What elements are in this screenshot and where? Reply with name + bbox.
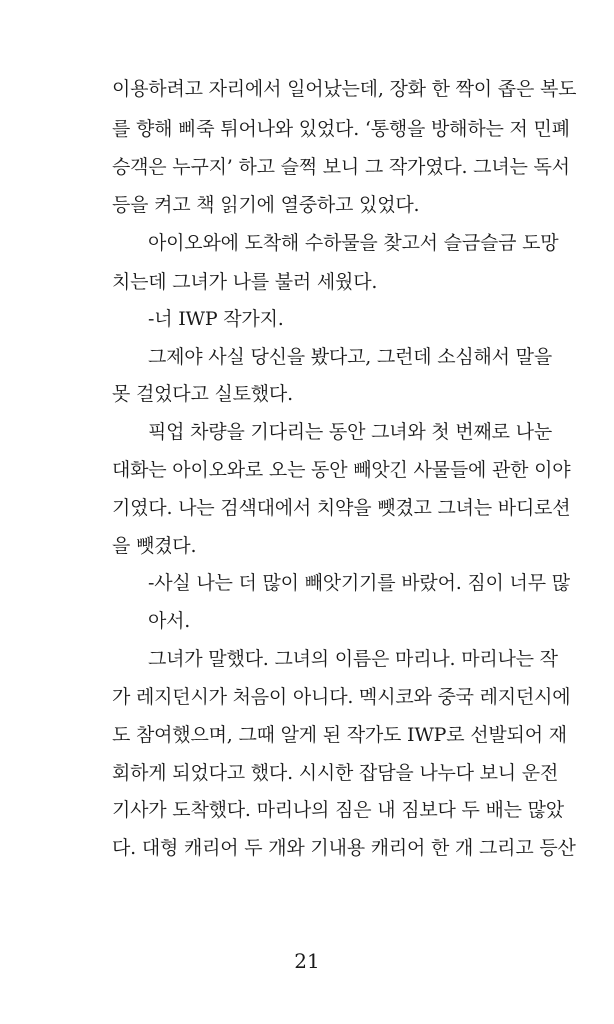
text-line: 을 뺏겼다. [112, 535, 197, 557]
text-line: 가 레지던시가 처음이 아니다. 멕시코와 중국 레지던시에 [112, 686, 571, 708]
text-line: 기였다. 나는 검색대에서 치약을 뺏겼고 그녀는 바디로션 [112, 497, 571, 519]
text-line: 기사가 도착했다. 마리나의 짐은 내 짐보다 두 배는 많았 [112, 799, 564, 821]
text-line: 도 참여했으며, 그때 알게 된 작가도 IWP로 선발되어 재 [112, 724, 567, 746]
text-line: 그제야 사실 당신을 봤다고, 그런데 소심해서 말을 [148, 346, 552, 368]
text-line: 승객은 누구지’ 하고 슬쩍 보니 그 작가였다. 그녀는 독서 [112, 156, 570, 178]
text-line: 회하게 되었다고 했다. 시시한 잡담을 나누다 보니 운전 [112, 762, 559, 784]
text-line: 그녀가 말했다. 그녀의 이름은 마리나. 마리나는 작 [148, 648, 558, 670]
page-number: 21 [294, 949, 320, 973]
text-line: 이용하려고 자리에서 일어났는데, 장화 한 짝이 좁은 복도 [112, 78, 577, 100]
dialogue-line: -너 IWP 작가지. [148, 308, 284, 330]
text-line: 픽업 차량을 기다리는 동안 그녀와 첫 번째로 나눈 [148, 421, 552, 443]
text-line: 치는데 그녀가 나를 불러 세웠다. [112, 271, 378, 293]
text-line: 대화는 아이오와로 오는 동안 빼앗긴 사물들에 관한 이야 [112, 459, 571, 481]
text-line: 를 향해 삐죽 튀어나와 있었다. ‘통행을 방해하는 저 민폐 [112, 118, 570, 140]
text-line: 등을 켜고 책 읽기에 열중하고 있었다. [112, 194, 420, 216]
dialogue-line: -사실 나는 더 많이 빼앗기기를 바랐어. 짐이 너무 많 [148, 572, 570, 594]
text-line: 못 걸었다고 실토했다. [112, 383, 293, 405]
text-line: 아이오와에 도착해 수하물을 찾고서 슬금슬금 도망 [148, 232, 559, 254]
text-line: 다. 대형 캐리어 두 개와 기내용 캐리어 한 개 그리고 등산 [112, 837, 576, 859]
dialogue-line: 아서. [148, 610, 191, 632]
